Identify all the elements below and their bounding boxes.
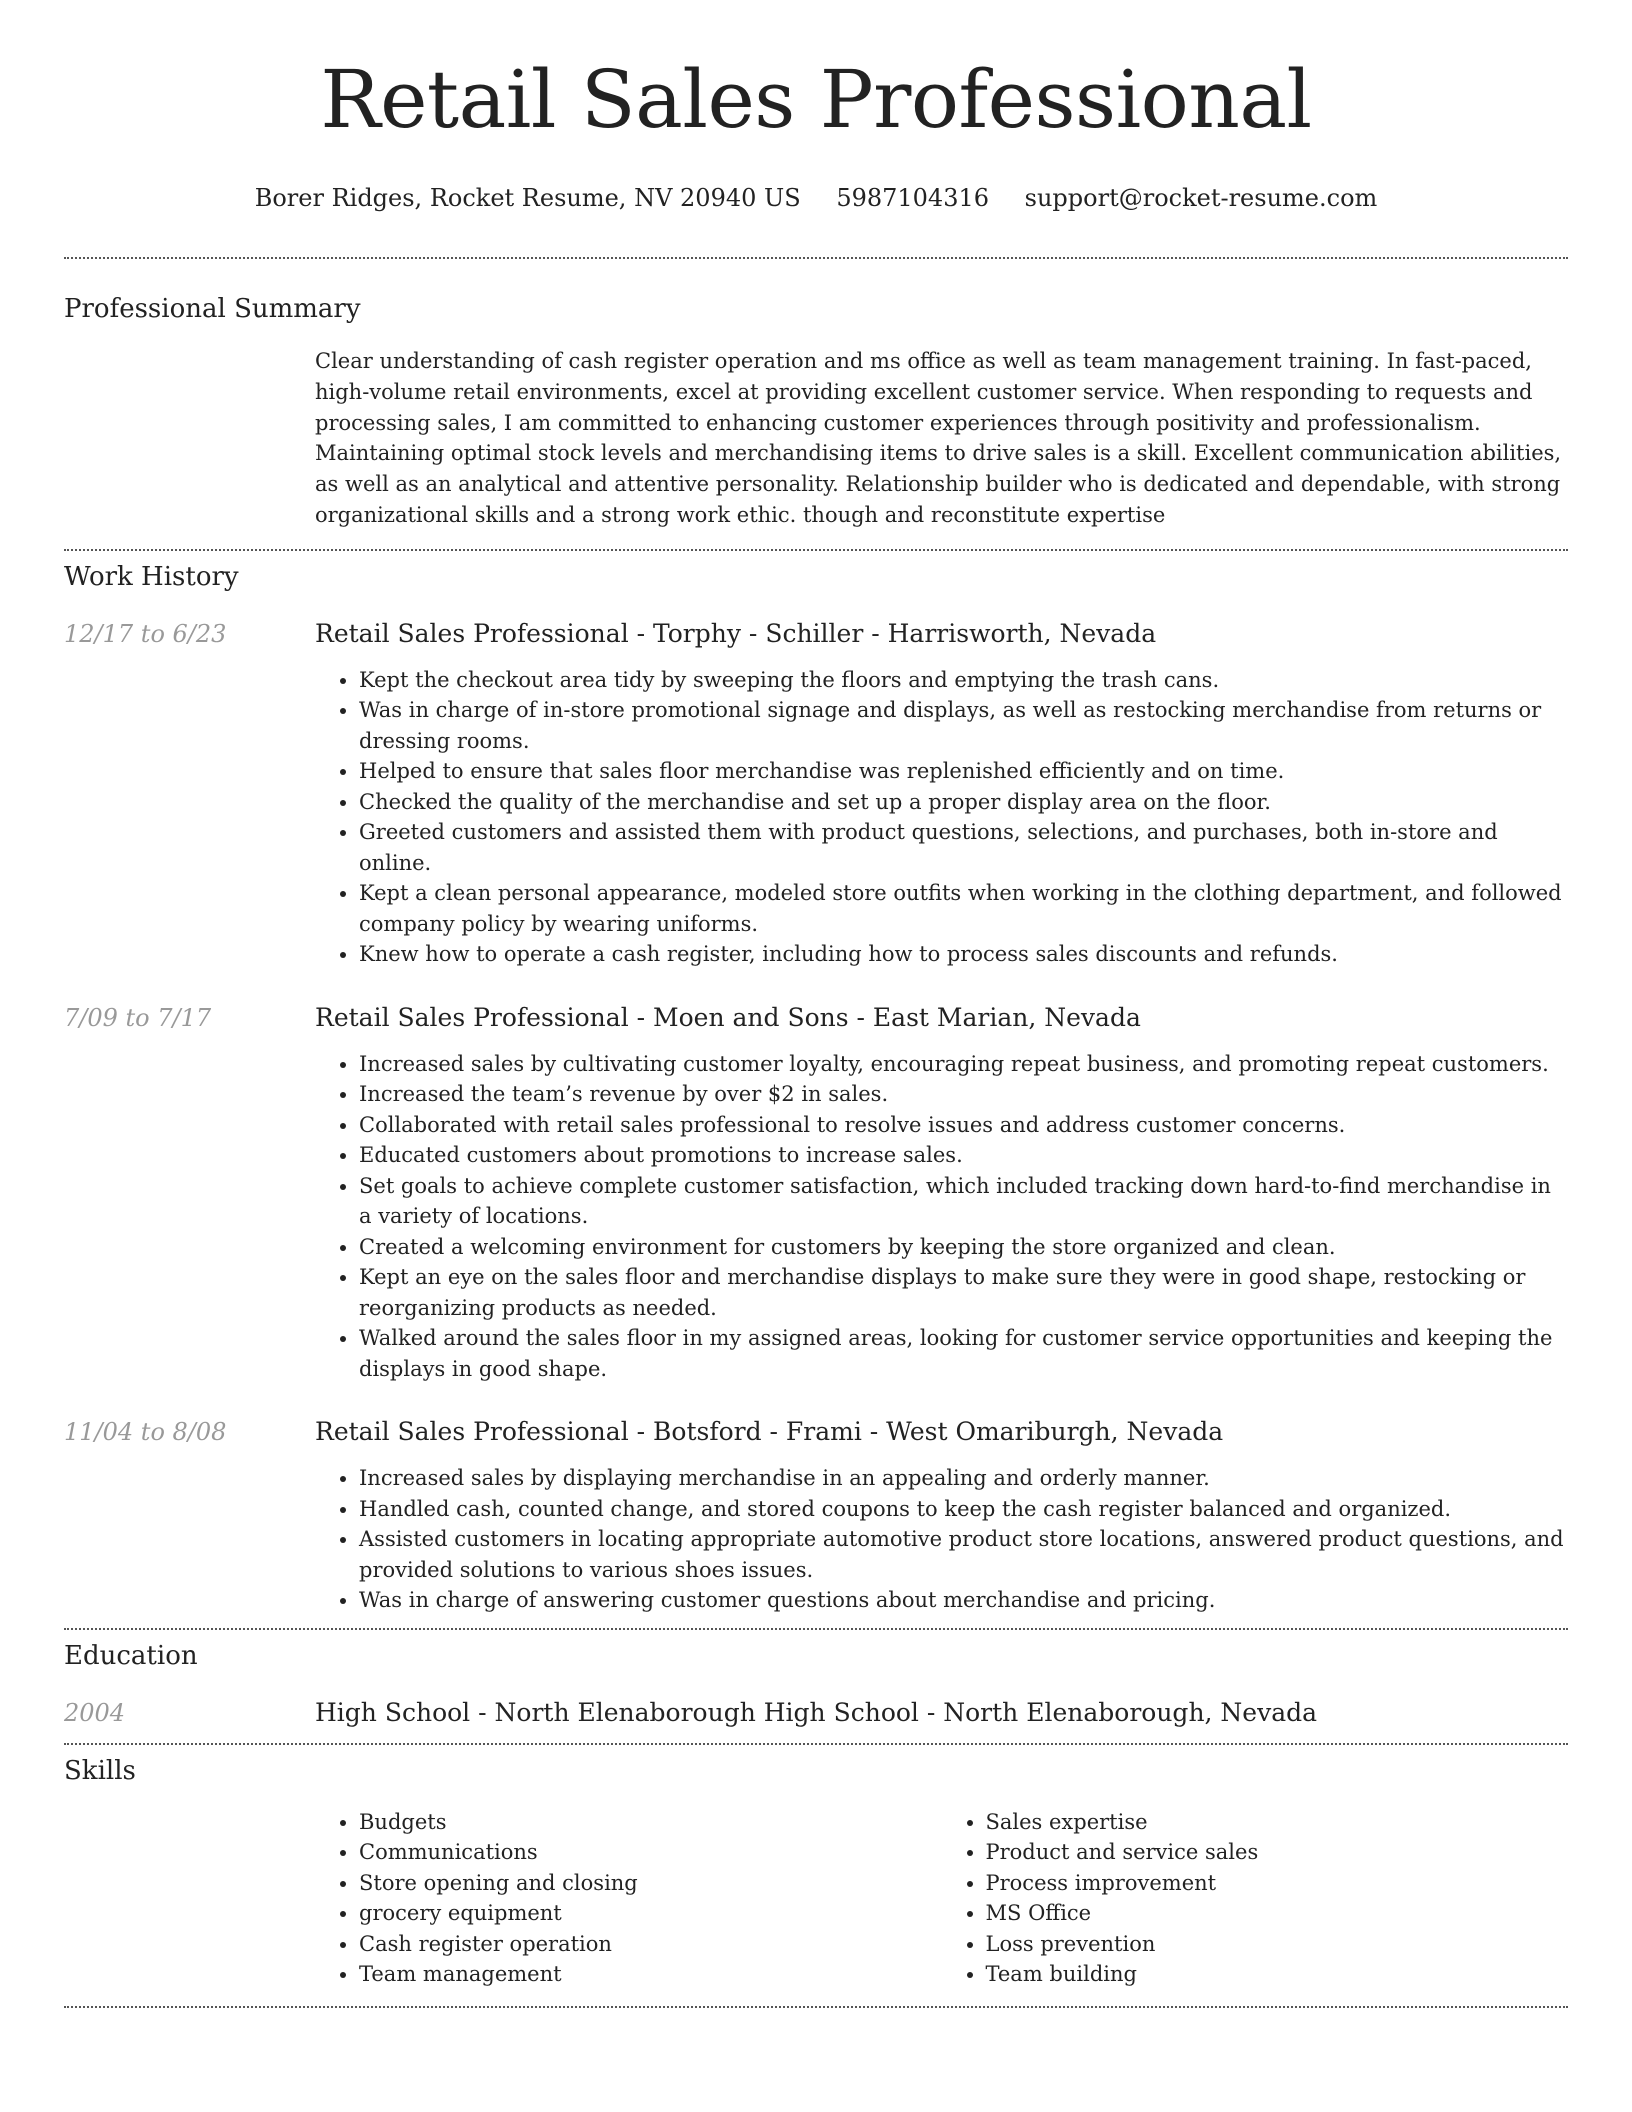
- skill-item: • grocery equipment: [359, 1898, 942, 1929]
- list-item: • Created a welcoming environment for customers by keeping the store organized and clean.: [359, 1232, 1568, 1263]
- resume-page: [64, 0, 1568, 2008]
- list-item: • Kept the checkout area tidy by sweeping the floors and emptying the trash cans.: [359, 665, 1568, 696]
- skill-item: • Cash register operation: [359, 1929, 942, 1960]
- skill-item: • Budgets: [359, 1807, 942, 1838]
- job-dates: 11/04 to 8/08: [64, 1418, 227, 1447]
- list-item: • Increased sales by displaying merchandise in an appealing and orderly manner.: [359, 1463, 1568, 1494]
- skill-item: • Team building: [986, 1959, 1569, 1990]
- section-title-summary: Professional Summary: [64, 294, 361, 324]
- resume-header: [64, 0, 1568, 214]
- job-entry: [64, 617, 1568, 970]
- list-item: • Assisted customers in locating appropriate automotive product store locations, answered product questions, and provided solutions to various shoes issues.: [359, 1524, 1568, 1585]
- list-item: • Collaborated with retail sales professional to resolve issues and address customer concerns.: [359, 1110, 1568, 1141]
- list-item: • Helped to ensure that sales floor merchandise was replenished efficiently and on time.: [359, 756, 1568, 787]
- skill-item: • Loss prevention: [986, 1929, 1569, 1960]
- candidate-name: Retail Sales Professional: [320, 53, 1312, 146]
- skill-item: • MS Office: [986, 1898, 1569, 1929]
- summary-text: Clear understanding of cash register operation and ms office as well as team management training. In fast-paced, high-volume retail environments, excel at providing excellent customer service. When responding to requests and processing sales, I am committed to enhancing customer experiences through positivity and professionalism. Maintaining optimal stock levels and merchandising items to drive sales is a skill. Excellent communication abilities, as well as an analytical and attentive personality. Relationship builder who is dedicated and dependable, with strong organizational skills and a strong work ethic. though and reconstitute expertise: [315, 349, 1562, 527]
- education-section: [64, 1639, 1568, 1730]
- list-item: • Walked around the sales floor in my assigned areas, looking for customer service opportunities and keeping the displays in good shape.: [359, 1323, 1568, 1384]
- list-item: • Was in charge of answering customer questions about merchandise and pricing.: [359, 1585, 1568, 1616]
- section-divider: [64, 1743, 1568, 1745]
- skills-section: [64, 1754, 1568, 1990]
- education-entry: [64, 1696, 1568, 1730]
- list-item: • Kept an eye on the sales floor and merchandise displays to make sure they were in good shape, restocking or reorganizing products as needed.: [359, 1262, 1568, 1323]
- job-heading: Retail Sales Professional - Torphy - Schiller - Harrisworth, Nevada: [315, 618, 1157, 648]
- job-bullets: [315, 1049, 1568, 1385]
- section-divider: [64, 2006, 1568, 2008]
- list-item: • Increased sales by cultivating customer loyalty, encouraging repeat business, and promoting repeat customers.: [359, 1049, 1568, 1080]
- section-divider: [64, 257, 1568, 259]
- list-item: • Knew how to operate a cash register, including how to process sales discounts and refunds.: [359, 939, 1568, 970]
- job-heading: Retail Sales Professional - Moen and Sons - East Marian, Nevada: [315, 1002, 1141, 1032]
- list-item: • Kept a clean personal appearance, modeled store outfits when working in the clothing department, and followed company policy by wearing uniforms.: [359, 878, 1568, 939]
- skill-item: • Process improvement: [986, 1868, 1569, 1899]
- skill-item: • Team management: [359, 1959, 942, 1990]
- list-item: • Greeted customers and assisted them with product questions, selections, and purchases, both in-store and online.: [359, 817, 1568, 878]
- list-item: • Set goals to achieve complete customer satisfaction, which included tracking down hard-to-find merchandise in a variety of locations.: [359, 1171, 1568, 1232]
- skill-item: • Product and service sales: [986, 1837, 1569, 1868]
- list-item: • Educated customers about promotions to increase sales.: [359, 1140, 1568, 1171]
- skill-item: • Store opening and closing: [359, 1868, 942, 1899]
- job-entry: [64, 1001, 1568, 1385]
- skills-list-left: [315, 1807, 942, 1990]
- job-dates: 12/17 to 6/23: [64, 619, 227, 648]
- phone: 5987104316: [836, 184, 990, 212]
- job-dates: 7/09 to 7/17: [64, 1003, 212, 1032]
- skill-item: • Communications: [359, 1837, 942, 1868]
- summary-section: [64, 292, 1568, 531]
- skill-item: • Sales expertise: [986, 1807, 1569, 1838]
- section-title-work: Work History: [64, 561, 239, 592]
- job-entry: [64, 1415, 1568, 1616]
- job-bullets: [315, 1463, 1568, 1616]
- list-item: • Increased the team’s revenue by over $2 in sales.: [359, 1079, 1568, 1110]
- list-item: • Was in charge of in-store promotional signage and displays, as well as restocking merchandise from returns or dressing rooms.: [359, 695, 1568, 756]
- list-item: • Handled cash, counted change, and stored coupons to keep the cash register balanced and organized.: [359, 1494, 1568, 1525]
- section-divider: [64, 549, 1568, 551]
- work-history-section: [64, 560, 1568, 1616]
- section-title-skills: Skills: [64, 1755, 136, 1786]
- education-heading: High School - North Elenaborough High School - North Elenaborough, Nevada: [315, 1697, 1318, 1727]
- section-divider: [64, 1628, 1568, 1630]
- education-year: 2004: [64, 1698, 126, 1727]
- list-item: • Checked the quality of the merchandise and set up a proper display area on the floor.: [359, 787, 1568, 818]
- job-heading: Retail Sales Professional - Botsford - Frami - West Omariburgh, Nevada: [315, 1417, 1224, 1447]
- section-title-education: Education: [64, 1640, 198, 1671]
- contact-line: [64, 182, 1568, 214]
- job-bullets: [315, 665, 1568, 970]
- skills-list-right: [942, 1807, 1569, 1990]
- email: support@rocket-resume.com: [1024, 184, 1378, 212]
- address: Borer Ridges, Rocket Resume, NV 20940 US: [254, 184, 801, 212]
